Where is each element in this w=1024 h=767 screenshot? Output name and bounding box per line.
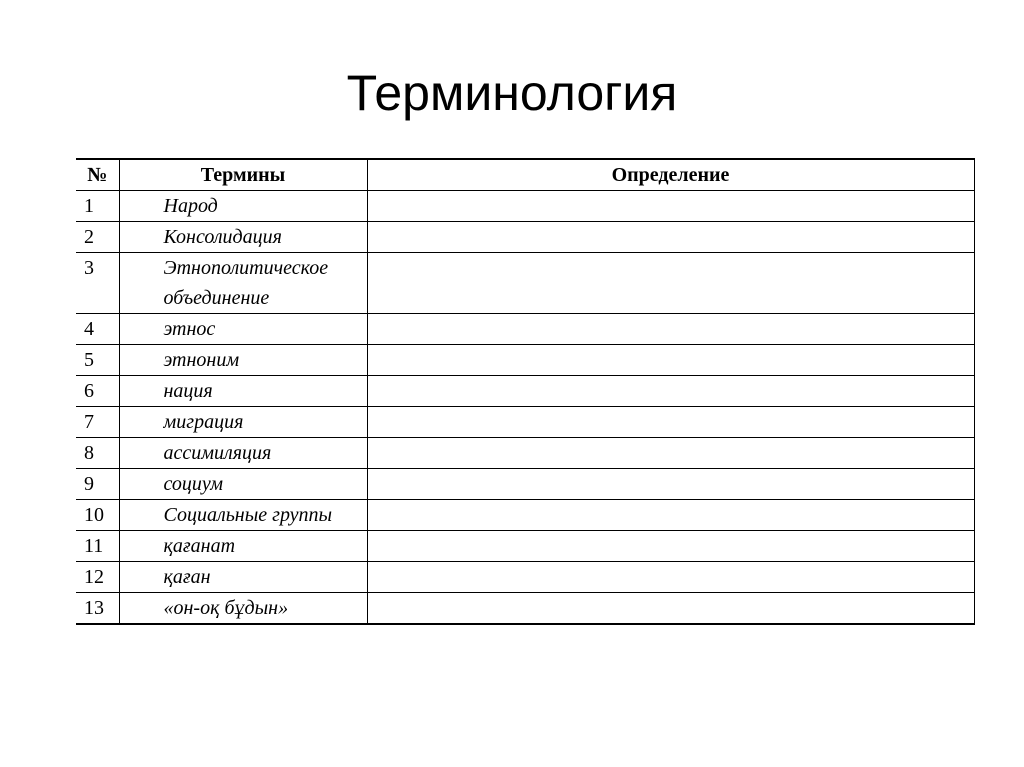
table-row [76,376,974,407]
row-definition[interactable] [367,500,974,531]
row-definition[interactable] [367,469,974,500]
row-term: ассимиляция [119,438,367,469]
row-number: 8 [76,438,119,469]
table-row [76,345,974,376]
header-number: № [76,159,119,191]
row-number: 4 [76,314,119,345]
row-definition[interactable] [367,345,974,376]
row-number: 11 [76,531,119,562]
row-term: Народ [119,191,367,222]
table-row [76,191,974,222]
header-definition: Определение [367,159,974,191]
row-number: 12 [76,562,119,593]
table-row [76,314,974,345]
row-number: 1 [76,191,119,222]
row-definition[interactable] [367,253,974,314]
row-term: миграция [119,407,367,438]
row-definition[interactable] [367,562,974,593]
row-definition[interactable] [367,531,974,562]
table-row [76,438,974,469]
row-number: 10 [76,500,119,531]
row-number: 9 [76,469,119,500]
table-header-row [76,159,974,191]
row-term: «он-оқ бұдын» [119,593,367,625]
row-term: Этнополитическое объединение [119,253,367,314]
table-row [76,222,974,253]
row-number: 7 [76,407,119,438]
row-definition[interactable] [367,438,974,469]
row-definition[interactable] [367,407,974,438]
table-row [76,593,974,625]
row-term: этнос [119,314,367,345]
row-number: 6 [76,376,119,407]
row-number: 3 [76,253,119,314]
row-term: қағанат [119,531,367,562]
row-term: Консолидация [119,222,367,253]
row-term: социум [119,469,367,500]
table-row [76,469,974,500]
row-number: 5 [76,345,119,376]
row-term: қаған [119,562,367,593]
row-definition[interactable] [367,191,974,222]
terminology-table [76,158,975,625]
row-definition[interactable] [367,222,974,253]
row-definition[interactable] [367,314,974,345]
row-number: 2 [76,222,119,253]
table-row [76,253,974,314]
row-number: 13 [76,593,119,625]
table-row [76,531,974,562]
table-row [76,407,974,438]
table-row [76,500,974,531]
row-definition[interactable] [367,593,974,625]
table-row [76,562,974,593]
row-term: этноним [119,345,367,376]
header-term: Термины [119,159,367,191]
slide-title: Терминология [346,65,678,121]
row-definition[interactable] [367,376,974,407]
row-term: Социальные группы [119,500,367,531]
row-term: нация [119,376,367,407]
